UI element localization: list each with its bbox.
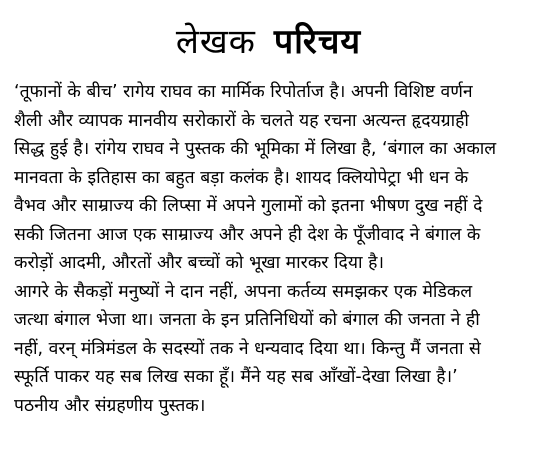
text-line: ‘तूफानों के बीच’ रागेय राघव का मार्मिक रिपोर्ताज है। अपनी विशिष्ट वर्णन — [14, 82, 473, 102]
body-text — [14, 78, 523, 420]
text-line: शैली और व्यापक मानवीय सरोकारों के चलते यह रचना अत्यन्त हृदयग्राही — [14, 110, 469, 131]
text-line: मानवता के इतिहास का बहुत बड़ा कलंक है। शायद क्लियोपेट्रा भी धन के — [14, 167, 469, 188]
text-line: सकी जितना आज एक साम्राज्य और अपने ही देश के पूँजीवाद ने बंगाल के — [14, 224, 481, 245]
text-line: जत्था बंगाल भेजा था। जनता के इन प्रतिनिधियों को बंगाल की जनता ने ही — [14, 310, 480, 330]
page-title — [14, 20, 523, 64]
text-line: करोड़ों आदमी, औरतों और बच्चों को भूखा मारकर दिया है। — [14, 253, 384, 273]
text-line: नहीं, वरन् मंत्रिमंडल के सदस्यों तक ने धन्यवाद दिया था। किन्तु मैं जनता से — [14, 338, 481, 359]
text-line: स्फूर्ति पाकर यह सब लिख सका हूँ। मैंने यह सब आँखों-देखा लिखा है।’ — [14, 367, 458, 387]
text-line: आगरे के सैकड़ों मनुष्यों ने दान नहीं, अपना कर्तव्य समझकर एक मेडिकल — [14, 281, 473, 302]
text-line: वैभव और साम्राज्य की लिप्सा में अपने गुलामों को इतना भीषण दुख नहीं दे — [14, 196, 483, 216]
text-line: सिद्ध हुई है। रांगेय राघव ने पुस्तक की भूमिका में लिखा है, ‘बंगाल का अकाल — [14, 139, 497, 159]
title-word-lekhak: लेखक — [175, 22, 256, 62]
title-word-parichay: परिचय — [273, 22, 362, 62]
text-line: पठनीय और संग्रहणीय पुस्तक। — [14, 395, 206, 416]
